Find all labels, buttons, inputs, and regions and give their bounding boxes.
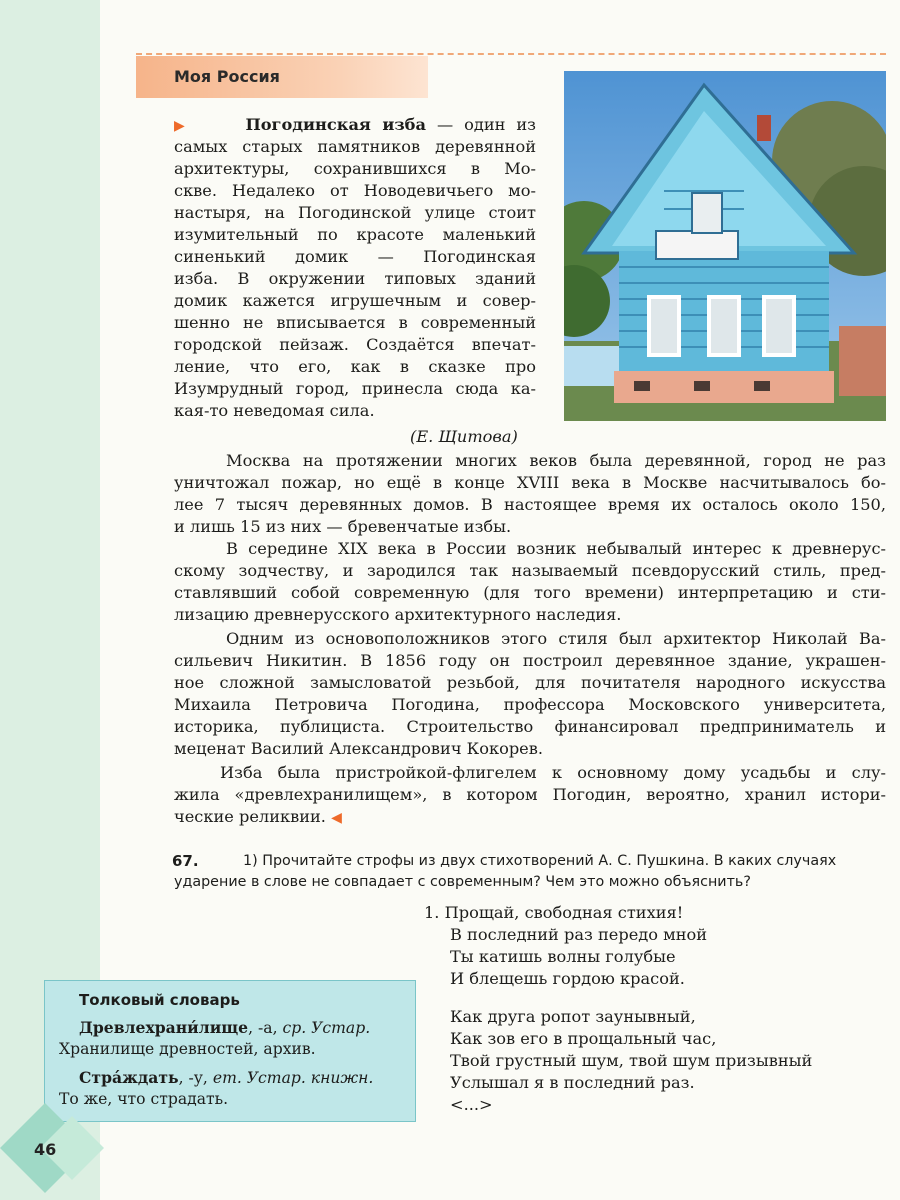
poem-line: 1. Прощай, свободная стихия!	[424, 903, 684, 922]
body-line: скому зодчеству, и зародился так называемый псевдорусский стиль, пред-	[174, 561, 886, 580]
excerpt-line: ление, что его, как в сказке про	[174, 357, 536, 376]
excerpt-line: архитектуры, сохранившихся в Мо-	[174, 159, 536, 178]
dictionary-marks: ет. Устар. книжн.	[212, 1069, 374, 1087]
excerpt-line: кая-то неведомая сила.	[174, 401, 375, 420]
task-instruction-line-2: ударение в слове не совпадает с современным? Чем это можно объяснить?	[174, 874, 751, 890]
start-marker-icon: ▶	[174, 118, 191, 134]
body-line: ное сложной замысловатой резьбой, для почитателя народного искусства	[174, 673, 886, 692]
body-line: ческие реликвии.	[174, 807, 326, 826]
dictionary-word: Древлехрани́лище	[79, 1018, 249, 1037]
body-line: уничтожал пожар, но ещё в конце XVIII века в Москве насчитывалось бо-	[174, 473, 886, 492]
dictionary-grammar: , -у,	[178, 1069, 213, 1087]
excerpt-line: городской пейзаж. Создаётся впечат-	[174, 335, 536, 354]
end-marker-icon: ◀	[331, 810, 342, 826]
body-line: жила «древлехранилищем», в котором Погодин, вероятно, хранил истори-	[174, 785, 886, 804]
dictionary-grammar: , -а,	[248, 1019, 283, 1037]
poem-line: Как друга ропот заунывный,	[450, 1007, 696, 1026]
poem-line: В последний раз передо мной	[450, 925, 708, 944]
body-line: Изба была пристройкой-флигелем к основному дому усадьбы и слу-	[220, 763, 886, 782]
excerpt-line: самых старых памятников деревянной	[174, 137, 536, 156]
excerpt-author: (Е. Щитова)	[410, 427, 518, 446]
body-line: сильевич Никитин. В 1856 году он построил деревянное здание, украшен-	[174, 651, 886, 670]
excerpt-line: скве. Недалеко от Новодевичьего мо-	[174, 181, 536, 200]
poem-ellipsis: <...>	[450, 1095, 493, 1114]
body-line: историка, публициста. Строительство финансировал предприниматель и	[174, 717, 886, 736]
poem-line: И блещешь гордою красой.	[450, 969, 685, 988]
body-line: и лишь 15 из них — бревенчатые избы.	[174, 517, 512, 536]
body-line: Москва на протяжении многих веков была деревянной, город не раз	[226, 451, 886, 470]
body-line: Одним из основоположников этого стиля был архитектор Николай Ва-	[226, 629, 886, 648]
poem-line: Услышал я в последний раз.	[450, 1073, 695, 1092]
excerpt-line: Изумрудный город, принесла сюда ка-	[174, 379, 536, 398]
dictionary-entry-1	[79, 1017, 370, 1039]
poem-line: Твой грустный шум, твой шум призывный	[450, 1051, 813, 1070]
poem-line: Как зов его в прощальный час,	[450, 1029, 717, 1048]
excerpt-line: шенно не вписывается в современный	[174, 313, 536, 332]
dictionary-definition: Хранилище древностей, архив.	[59, 1040, 316, 1058]
body-line: лизацию древнерусского архитектурного наследия.	[174, 605, 622, 624]
body-line: ставлявший собой современную (для того времени) интерпретацию и сти-	[174, 583, 886, 602]
excerpt-term: Погодинская изба	[245, 115, 426, 134]
excerpt-line: синенький домик — Погодинская	[174, 247, 536, 266]
dictionary-title: Толковый словарь	[79, 991, 240, 1009]
excerpt-line: изба. В окружении типовых зданий	[174, 269, 536, 288]
dictionary-entry-2	[79, 1067, 373, 1089]
body-line: лее 7 тысяч деревянных домов. В настоящее время их осталось около 150,	[174, 495, 886, 514]
excerpt-line: настыря, на Погодинской улице стоит	[174, 203, 536, 222]
dictionary-definition: То же, что страдать.	[59, 1090, 229, 1108]
excerpt-line-1	[174, 114, 536, 137]
body-line: В середине XIX века в России возник небывалый интерес к древнерус-	[226, 539, 886, 558]
body-line: Михаила Петровича Погодина, профессора Московского университета,	[174, 695, 886, 714]
task-instruction-line-1: 1) Прочитайте строфы из двух стихотворений А. С. Пушкина. В каких случаях	[243, 853, 837, 869]
page-number: 46	[34, 1140, 57, 1159]
top-rule	[136, 53, 886, 55]
task-number: 67.	[172, 852, 199, 870]
poem-line: Ты катишь волны голубые	[450, 947, 676, 966]
body-last-line	[174, 806, 342, 829]
excerpt-first-rest: — один из	[436, 115, 537, 134]
excerpt-line: домик кажется игрушечным и совер-	[174, 291, 536, 310]
excerpt-line: изумительный по красоте маленький	[174, 225, 536, 244]
house-photo	[564, 71, 886, 421]
dictionary-word: Стра́ждать	[79, 1068, 179, 1087]
body-line: меценат Василий Александрович Кокорев.	[174, 739, 544, 758]
dictionary-marks: ср. Устар.	[282, 1019, 371, 1037]
poem	[424, 902, 812, 1116]
section-title: Моя Россия	[174, 67, 280, 86]
